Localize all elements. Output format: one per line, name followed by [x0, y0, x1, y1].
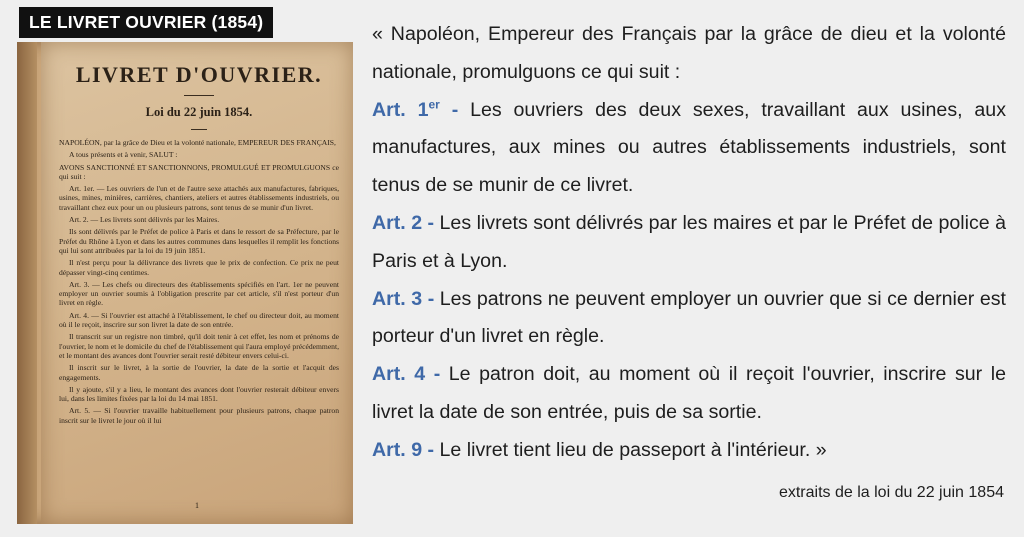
booklet-paragraph: Art. 3. — Les chefs ou directeurs des établissements spécifiés en l'art. 1er ne peuvent employer un ouvrier soumis à l'obligation prescrite par cet article, s'il n'est porteur d'un livret en règle.	[59, 279, 339, 308]
article-label	[372, 99, 458, 121]
law-quote	[372, 16, 1006, 470]
article-2	[372, 205, 1006, 281]
booklet-paragraph: Art. 5. — Si l'ouvrier travaille habituellement pour plusieurs patrons, chaque patron inscrit sur le livret le jour où il lui	[59, 406, 339, 425]
article-text: Les ouvriers des deux sexes, travaillant aux usines, aux manufactures, aux mines ou autres établissements industriels, sont tenus de se munir de ce livret.	[372, 98, 1007, 197]
booklet-paragraph: Il y ajoute, s'il y a lieu, le montant des avances dont l'ouvrier resterait débiteur envers lui, dans les limites fixées par la loi du 14 mai 1851.	[59, 384, 339, 404]
booklet-spine	[17, 42, 37, 524]
title-banner: LE LIVRET OUVRIER (1854)	[19, 7, 273, 38]
article-1	[372, 92, 1006, 205]
booklet-rule-small	[191, 129, 207, 130]
article-text: Le patron doit, au moment où il reçoit l'ouvrier, inscrire sur le livret la date de son entrée, puis de sa sortie.	[372, 363, 1006, 423]
booklet-rule	[184, 95, 214, 96]
booklet-paragraph: Il transcrit sur un registre non timbré, qu'il doit tenir à cet effet, les nom et prénoms de l'ouvrier, le nom et le domicile du chef de l'établissement qui l'aura employé précédemment, et le montant des avances dont l'ouvrier serait resté débiteur envers celui-ci.	[59, 332, 339, 360]
booklet-subheading: Loi du 22 juin 1854.	[145, 105, 253, 119]
article-label: Art. 3 -	[372, 287, 435, 310]
article-text: Les patrons ne peuvent employer un ouvrier que si ce dernier est porteur d'un livret en règle.	[372, 287, 1006, 348]
article-4	[372, 356, 1006, 432]
booklet-paragraph: NAPOLÉON, par la grâce de Dieu et la volonté nationale, EMPEREUR DES FRANÇAIS,	[59, 138, 336, 147]
article-label-sup: er	[428, 97, 440, 112]
booklet-paragraph: Ils sont délivrés par le Préfet de police à Paris et dans le ressort de sa Préfecture, par le Préfet du Rhône à Lyon et dans les autres communes dans lesquelles il remplit les fonctions qui lui sont attribuées par la loi du 19 juin 1851.	[59, 227, 339, 255]
booklet-page-number: 1	[195, 501, 199, 510]
article-label: Art. 4 -	[372, 363, 441, 386]
quote-intro: « Napoléon, Empereur des Français par la grâce de dieu et la volonté nationale, promulguons ce qui suit :	[372, 23, 1006, 83]
booklet-paragraph: Il n'est perçu pour la délivrance des livrets que le prix de confection. Ce prix ne peut dépasser vingt-cinq centimes.	[59, 258, 339, 277]
article-9	[372, 432, 1006, 470]
source-caption: extraits de la loi du 22 juin 1854	[778, 484, 1004, 501]
booklet-paragraph: Art. 1er. — Les ouvriers de l'un et de l'autre sexe attachés aux manufactures, fabriques, usines, mines, minières, carrières, chantiers, ateliers et autres établissements industriels, ou travaillant chez eux pour un ou plusieurs patrons, sont tenus de se munir d'un livret.	[59, 184, 339, 212]
article-text: Les livrets sont délivrés par les maires et par le Préfet de police à Paris et à Lyon.	[372, 211, 1006, 272]
booklet-paragraph: A tous présents et à venir, SALUT :	[69, 150, 178, 160]
booklet-paragraph: Il inscrit sur le livret, à la sortie de l'ouvrier, la date de la sortie et l'acquit des engagements.	[59, 363, 339, 382]
article-label-text: Art. 1	[372, 98, 429, 121]
booklet-paragraph: Art. 4. — Si l'ouvrier est attaché à l'établissement, le chef ou directeur doit, au moment où il le reçoit, inscrire sur son livret la date de son entrée.	[59, 310, 339, 330]
article-label: Art. 2 -	[372, 211, 435, 234]
booklet-heading: LIVRET D'OUVRIER.	[75, 62, 323, 87]
article-3	[372, 281, 1006, 357]
booklet-paragraph: AVONS SANCTIONNÉ ET SANCTIONNONS, PROMULGUÉ ET PROMULGUONS ce qui suit :	[59, 162, 339, 181]
booklet-page	[41, 42, 353, 524]
booklet-paragraph: Art. 2. — Les livrets sont délivrés par les Maires.	[69, 215, 220, 225]
article-text: Le livret tient lieu de passeport à l'intérieur. »	[434, 438, 827, 461]
article-label: Art. 9 -	[372, 438, 435, 461]
booklet-photo	[17, 42, 353, 524]
article-label-dash: -	[439, 98, 459, 121]
